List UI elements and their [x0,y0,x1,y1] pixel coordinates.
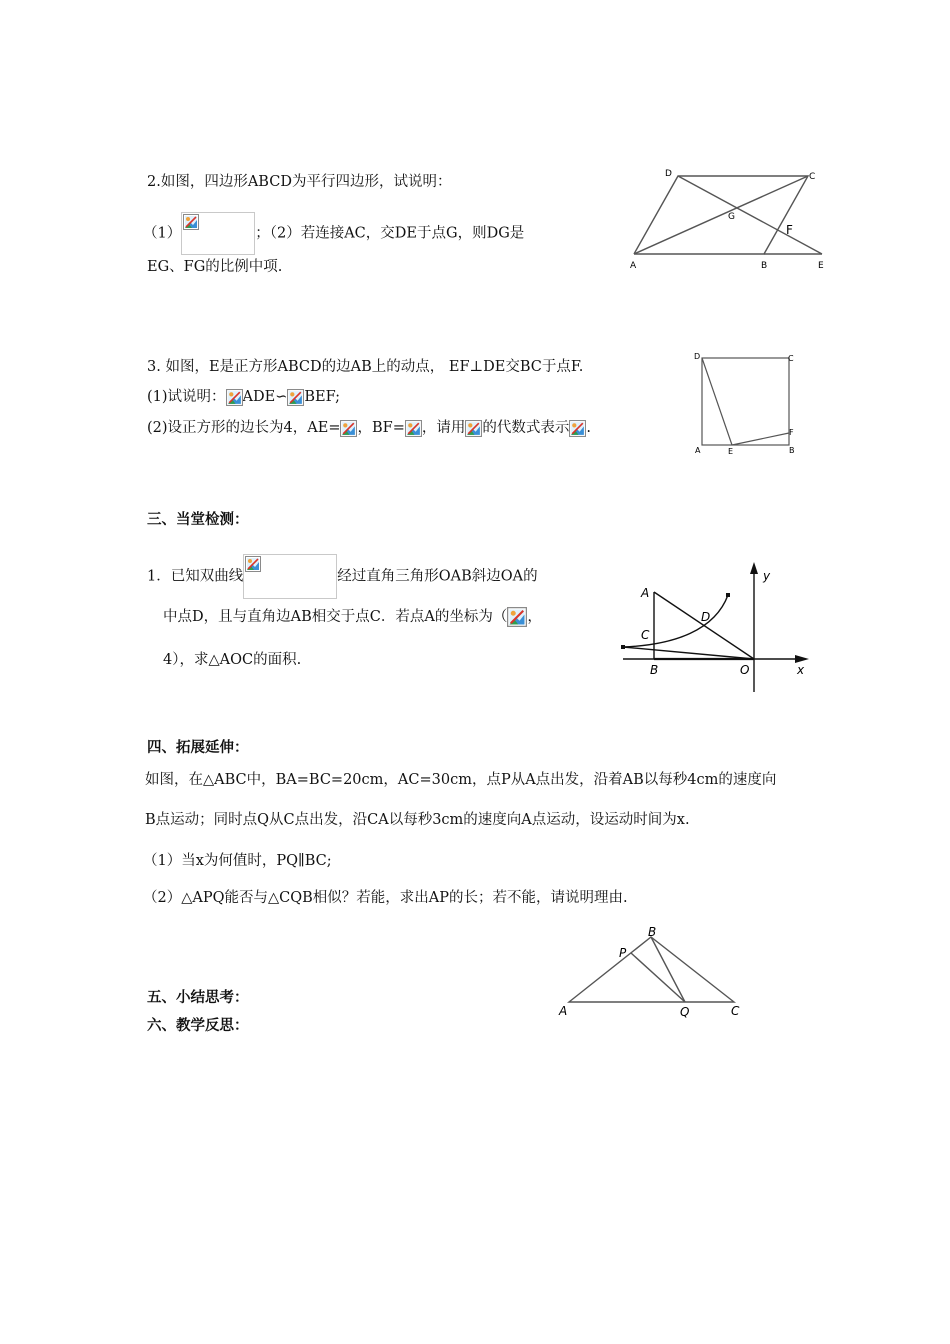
section-6-heading: 六、教学反思： [147,1018,249,1034]
broken-image-icon [181,212,255,255]
triangle-figure [555,925,755,1025]
label-b: B [761,261,768,271]
segment-oc [623,647,754,659]
p2-line2 [143,212,524,255]
section-5-heading: 五、小结思考： [147,990,249,1006]
label-a: A [641,586,650,600]
p2-line3: EG、FG的比例中项. [147,259,283,275]
broken-image-icon [243,554,337,599]
segment-de [678,176,822,254]
p3-bf-text: ，BF= [357,420,405,436]
p3-line1: 3. 如图，E是正方形ABCD的边AB上的动点， EF⊥DE交BC于点F. [147,359,584,375]
triangle-abc [569,937,734,1002]
segment-pq [631,953,685,1002]
s3-line3: 4），求△AOC的面积. [163,652,302,668]
square-figure [690,350,805,460]
label-g: G [728,212,735,222]
label-c: C [809,172,816,182]
x-axis-arrow [795,655,809,663]
p3-part2-text: (2)设正方形的边长为4，AE= [147,420,341,436]
p3-triangle-bef: BEF; [304,389,341,405]
label-a: A [559,1004,568,1018]
section-3-heading: 三、当堂检测： [147,512,249,528]
label-d: D [701,610,711,624]
s4-line2: B点运动；同时点Q从C点出发，沿CA以每秒3cm的速度向A点运动，设运动时间为x. [145,812,690,828]
broken-image-icon [226,389,243,406]
hyperbola-curve [623,595,728,647]
label-y: y [763,569,771,583]
hyperbola-figure [615,560,825,695]
s3-comma: ， [527,609,542,625]
broken-image-icon [465,420,482,437]
label-b: B [789,446,795,455]
label-p: P [619,946,627,960]
label-b: B [648,925,657,939]
label-e: E [818,261,824,271]
segment-bq [651,937,685,1002]
broken-image-icon [569,420,586,437]
label-d: D [665,169,672,179]
label-o: O [740,663,750,677]
p3-end-period: . [586,420,591,436]
s4-line1: 如图，在△ABC中，BA=BC=20cm，AC=30cm，点P从A点出发，沿着AB以每秒4cm的速度向 [145,772,777,788]
segment-de [702,358,732,445]
label-a: A [695,446,701,455]
label-e: E [728,447,734,456]
p3-part1-label: (1)试说明： [147,389,226,405]
label-a: A [630,261,637,271]
p2-part1-label: （1） [143,225,182,242]
label-d: D [694,352,701,361]
broken-image-icon [340,420,357,437]
segment-ef [732,433,789,445]
p3-triangle-ade: ADE∽ [242,389,288,405]
label-c: C [788,354,794,363]
y-axis-arrow [750,562,758,574]
p3-express-text: 的代数式表示 [482,420,570,436]
parallelogram-figure [620,160,840,275]
curve-endpoint-right [726,593,730,597]
s3-line2 [163,607,542,627]
s4-line4: （2）△APQ能否与△CQB相似？若能，求出AP的长；若不能，请说明理由. [143,890,628,906]
broken-image-icon [405,420,422,437]
s3-passes-text: 经过直角三角形OAB斜边OA的 [337,568,538,585]
p3-use-text: ，请用 [421,420,466,436]
square-abcd [702,358,789,445]
label-b: B [650,663,659,677]
label-c: C [641,628,650,642]
label-c: C [731,1004,740,1018]
s3-hyperbola-text: 1．已知双曲线 [147,568,244,585]
label-q: Q [680,1005,690,1019]
s3-midpoint-text: 中点D，且与直角边AB相交于点C．若点A的坐标为（ [163,609,508,625]
label-f: F [786,223,793,237]
segment-ac [634,176,808,254]
p2-part2-text: ；（2）若连接AC，交DE于点G，则DG是 [255,225,525,242]
label-x: x [797,663,805,677]
p3-line2 [147,387,340,407]
label-f: F [789,428,794,437]
s3-line1 [147,554,538,599]
curve-endpoint-left [621,645,625,649]
s4-line3: （1）当x为何值时，PQ∥BC; [143,853,332,869]
section-4-heading: 四、拓展延伸： [147,740,249,756]
p3-line3 [147,418,591,438]
p2-line1: 2.如图，四边形ABCD为平行四边形，试说明： [147,174,452,190]
broken-image-icon [507,607,527,627]
broken-image-icon [287,389,304,406]
